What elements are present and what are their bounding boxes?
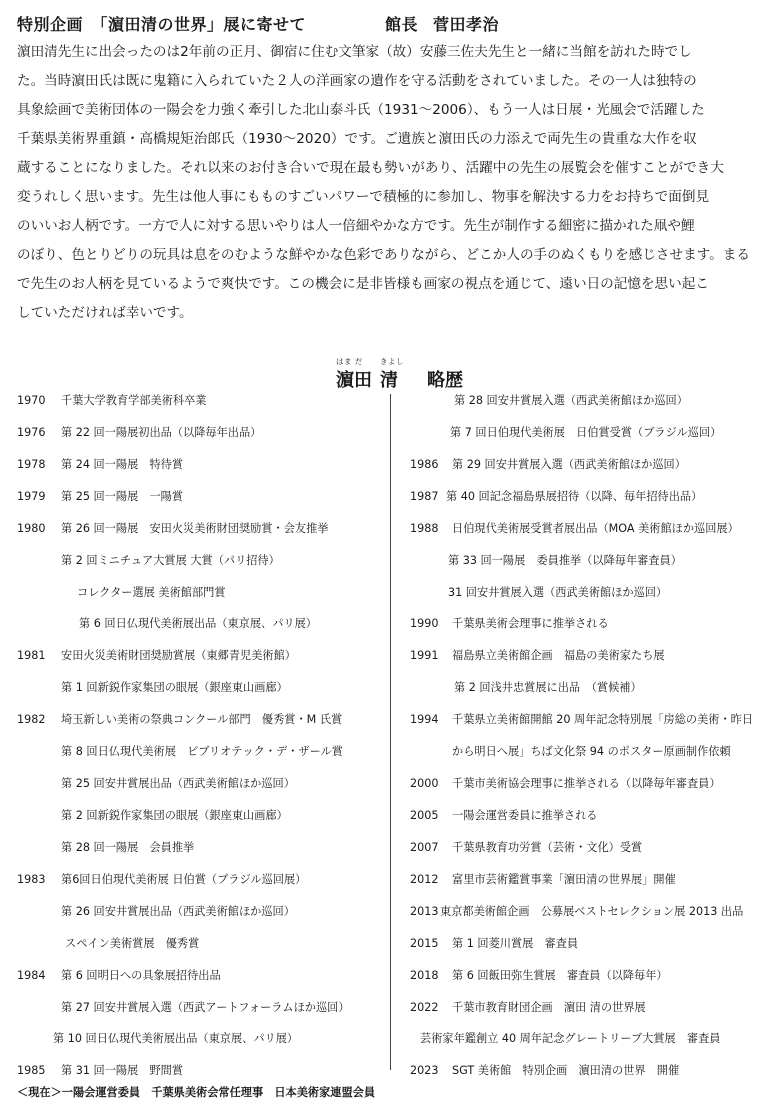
entry-text: 日伯現代美術展受賞者展出品（MOA 美術館ほか巡回展） [452,521,739,535]
chronology-entry [410,390,770,422]
entry-text: 第 7 回日伯現代美術展 日伯賞受賞（ブラジル巡回） [450,425,722,439]
entry-text: 第 27 回安井賞展入選（西武アートフォーラムほか巡回） [61,1000,350,1014]
entry-text: 第 2 回浅井忠賞展に出品 （賞候補） [454,681,642,695]
chronology-right-column [410,390,770,1092]
chronology-entry [410,454,770,486]
entry-text: 千葉県立美術館開館 20 周年記念特別展「房総の美術・昨日 [452,713,754,727]
chronology-entry [17,645,387,677]
entry-text: 一陽会運営委員に推挙される [452,808,598,822]
entry-text: 第 29 回安井賞展入選（西武美術館ほか巡回） [452,457,686,471]
entry-text: 第 8 回日仏現代美術展 ビブリオテック・デ・ザール賞 [61,745,343,759]
entry-year: 1970 [17,394,46,407]
entry-year: 2000 [410,777,439,791]
entry-text: 富里市芸術鑑賞事業「濵田清の世界展」開催 [452,872,676,886]
entry-year: 2012 [410,872,439,886]
author-name: 菅田孝治 [433,15,500,34]
chronology-entry [410,550,770,582]
entry-text: 第 28 回一陽展 会員推挙 [61,840,195,854]
chronology-entry [17,965,387,997]
author-role: 館長 [385,15,419,34]
essay-paragraph [17,38,767,328]
column-divider [390,394,391,1070]
entry-year: 1986 [410,457,439,471]
entry-text: 千葉市美術協会理事に推挙される（以降毎年審査員） [452,777,721,791]
chronology-entry [17,390,387,422]
entry-text: 第 6 回日仏現代美術展出品（東京展、パリ展） [79,617,317,631]
chronology-entry [410,422,770,454]
chronology-entry [410,965,770,997]
essay-line: 具象絵画で美術団体の一陽会を力強く牽引した北山泰斗氏（1931～2006）、もう一人は日展・光風会で活躍した [17,102,705,118]
entry-text: 第 1 回菱川賞展 審査員 [452,936,579,950]
chronology-entry [17,869,387,901]
essay-line: のいいお人柄です。一方で人に対する思いやりは人一倍細やかな方です。先生が制作する細密に描かれた凧や鯉 [17,218,695,234]
entry-year: 1979 [17,489,46,503]
entry-text: 第 10 回日仏現代美術展出品（東京展、パリ展） [53,1032,299,1046]
chronology-entry [17,837,387,869]
chronology-entry [410,933,770,965]
chronology-entry [410,773,770,805]
entry-year: 1988 [410,521,439,535]
chronology-entry [410,901,770,933]
chronology-entry [17,1028,387,1060]
entry-year: 2007 [410,840,439,854]
chronology-entry [410,486,770,518]
given-name-ruby: きよし [380,357,404,366]
chronology-entry [17,901,387,933]
chronology-heading [336,357,536,392]
chronology-left-column [17,390,387,1092]
chronology-entry [410,837,770,869]
chronology-entry [410,582,770,614]
essay-line: 千葉県美術界重鎮・高橋規矩治郎氏（1930～2020）です。ご遺族と濵田氏の力添えで両先生の貴重な大作を収 [17,131,697,147]
entry-text: 第 28 回安井賞展入選（西武美術館ほか巡回） [454,394,688,407]
entry-text: 31 回安井賞展入選（西武美術館ほか巡回） [448,585,668,599]
chronology-entry [17,613,387,645]
chronology-entry [410,1060,770,1092]
chronology-entry [410,645,770,677]
chronology-entry [410,518,770,550]
entry-text: 第 2 回ミニチュア大賞展 大賞（パリ招待） [61,553,280,567]
entry-text: 第 33 回一陽展 委員推挙（以降毎年審査員） [448,553,682,567]
entry-text: 千葉県教育功労賞（芸術・文化）受賞 [452,840,643,854]
chronology-entry [17,933,387,965]
entry-year: 1985 [17,1064,46,1078]
entry-text: 芸術家年鑑創立 40 周年記念グレートリーブ大賞展 審査員 [420,1032,721,1046]
entry-year: 2015 [410,936,439,950]
entry-year: 1987 [410,489,439,503]
entry-text: 埼玉新しい美術の祭典コンクール部門 優秀賞・M 氏賞 [61,713,343,727]
entry-text: 第 1 回新鋭作家集団の眼展（銀座東山画廊） [61,681,288,695]
entry-text: 千葉市教育財団企画 濵田 清の世界展 [452,1000,646,1014]
entry-year: 2005 [410,808,439,822]
artist-surname: 濵田 [336,370,372,391]
chronology-entry [17,773,387,805]
chronology-entry [17,997,387,1029]
entry-year: 1980 [17,521,46,535]
entry-text: 千葉県美術会理事に推挙される [452,617,609,631]
entry-year: 2022 [410,1000,439,1014]
entry-year: 1994 [410,713,439,727]
essay-line: 変うれしく思います。先生は他人事にもものすごいパワーで積極的に参加し、物事を解決する力をお持ちで面倒見 [17,189,710,205]
entry-text: 第6回日伯現代美術展 日伯賞（ブラジル巡回展） [61,872,307,886]
essay-line: 蔵することになりました。それ以来のお付き合いで現在最も勢いがあり、活躍中の先生の展覧会を催すことができ大 [17,160,724,176]
entry-text: から明日へ展」ちば文化祭 94 のポスター原画制作依頼 [452,745,731,759]
page-title: 特別企画 「濵田清の世界」展に寄せて [17,15,307,34]
essay-line: していただければ幸いです。 [17,305,193,321]
surname-ruby: はま だ [336,357,363,366]
page-header [17,8,767,36]
chronology-entry [17,518,387,550]
entry-text: 第 2 回新鋭作家集団の眼展（銀座東山画廊） [61,808,288,822]
entry-year: 2023 [410,1064,439,1078]
entry-text: 第 6 回明日への具象展招待出品 [61,968,221,982]
entry-year: 1984 [17,968,46,982]
entry-text: 安田火災美術財団奨励賞展（東郷青児美術館） [61,649,296,663]
chronology-title: 略歴 [427,370,463,391]
chronology-entry [17,805,387,837]
entry-text: 福島県立美術館企画 福島の美術家たち展 [452,649,665,663]
chronology-entry [410,709,770,741]
entry-text: 第 6 回飯田弥生賞展 審査員（以降毎年） [452,968,668,982]
chronology-entry [410,613,770,645]
entry-year: 1981 [17,649,46,663]
chronology-entry [17,550,387,582]
chronology-entry [410,805,770,837]
entry-year: 1983 [17,872,46,886]
chronology-entry [410,677,770,709]
entry-year: 1982 [17,713,46,727]
chronology-entry [17,709,387,741]
current-positions: ＜現在＞一陽会運営委員 千葉県美術会常任理事 日本美術家連盟会員 [17,1086,376,1099]
entry-text: 第 25 回安井賞展出品（西武美術館ほか巡回） [61,777,295,791]
chronology-entry [17,677,387,709]
entry-text: 千葉大学教育学部美術科卒業 [61,394,207,407]
chronology-entry [17,741,387,773]
artist-given-name: 清 [380,370,398,391]
chronology-entry [410,741,770,773]
entry-text: コレクター選展 美術館部門賞 [77,585,226,599]
chronology-entry [410,1028,770,1060]
chronology-entry [410,869,770,901]
entry-year: 2013 [410,904,439,918]
chronology-entry [410,997,770,1029]
entry-text: SGT 美術館 特別企画 濵田清の世界 開催 [452,1064,680,1078]
chronology-entry [17,422,387,454]
essay-line: のぼり、色とりどりの玩具は息をのむような鮮やかな色彩でありながら、どこか人の手のぬくもりを感じさせます。まる [17,247,750,263]
entry-year: 1991 [410,649,439,663]
entry-text: スペイン美術賞展 優秀賞 [65,936,200,950]
entry-text: 第 25 回一陽展 一陽賞 [61,489,184,503]
chronology-entry [17,454,387,486]
entry-year: 1990 [410,617,439,631]
entry-text: 第 22 回一陽展初出品（以降毎年出品） [61,425,262,439]
entry-text: 東京都美術館企画 公募展ベストセレクション展 2013 出品 [440,904,744,918]
entry-text: 第 26 回安井賞展出品（西武美術館ほか巡回） [61,904,295,918]
entry-year: 1976 [17,425,46,439]
entry-text: 第 40 回記念福島県展招待（以降、毎年招待出品） [446,489,703,503]
chronology-entry [17,486,387,518]
chronology-entry [17,582,387,614]
essay-line: た。当時濵田氏は既に鬼籍に入られていた２人の洋画家の遺作を守る活動をされていました。その一人は独特の [17,73,697,89]
entry-year: 2018 [410,968,439,982]
entry-year: 1978 [17,457,46,471]
essay-line: で先生のお人柄を見ているようで爽快です。この機会に是非皆様も画家の視点を通じて、遠い日の記憶を思い起こ [17,276,709,292]
entry-text: 第 24 回一陽展 特待賞 [61,457,184,471]
essay-line: 濵田清先生に出会ったのは2年前の正月、御宿に住む文筆家（故）安藤三佐夫先生と一緒に当館を訪れた時でし [17,44,692,60]
entry-text: 第 26 回一陽展 安田火災美術財団奨励賞・会友推挙 [61,521,329,535]
entry-text: 第 31 回一陽展 野間賞 [61,1064,184,1078]
